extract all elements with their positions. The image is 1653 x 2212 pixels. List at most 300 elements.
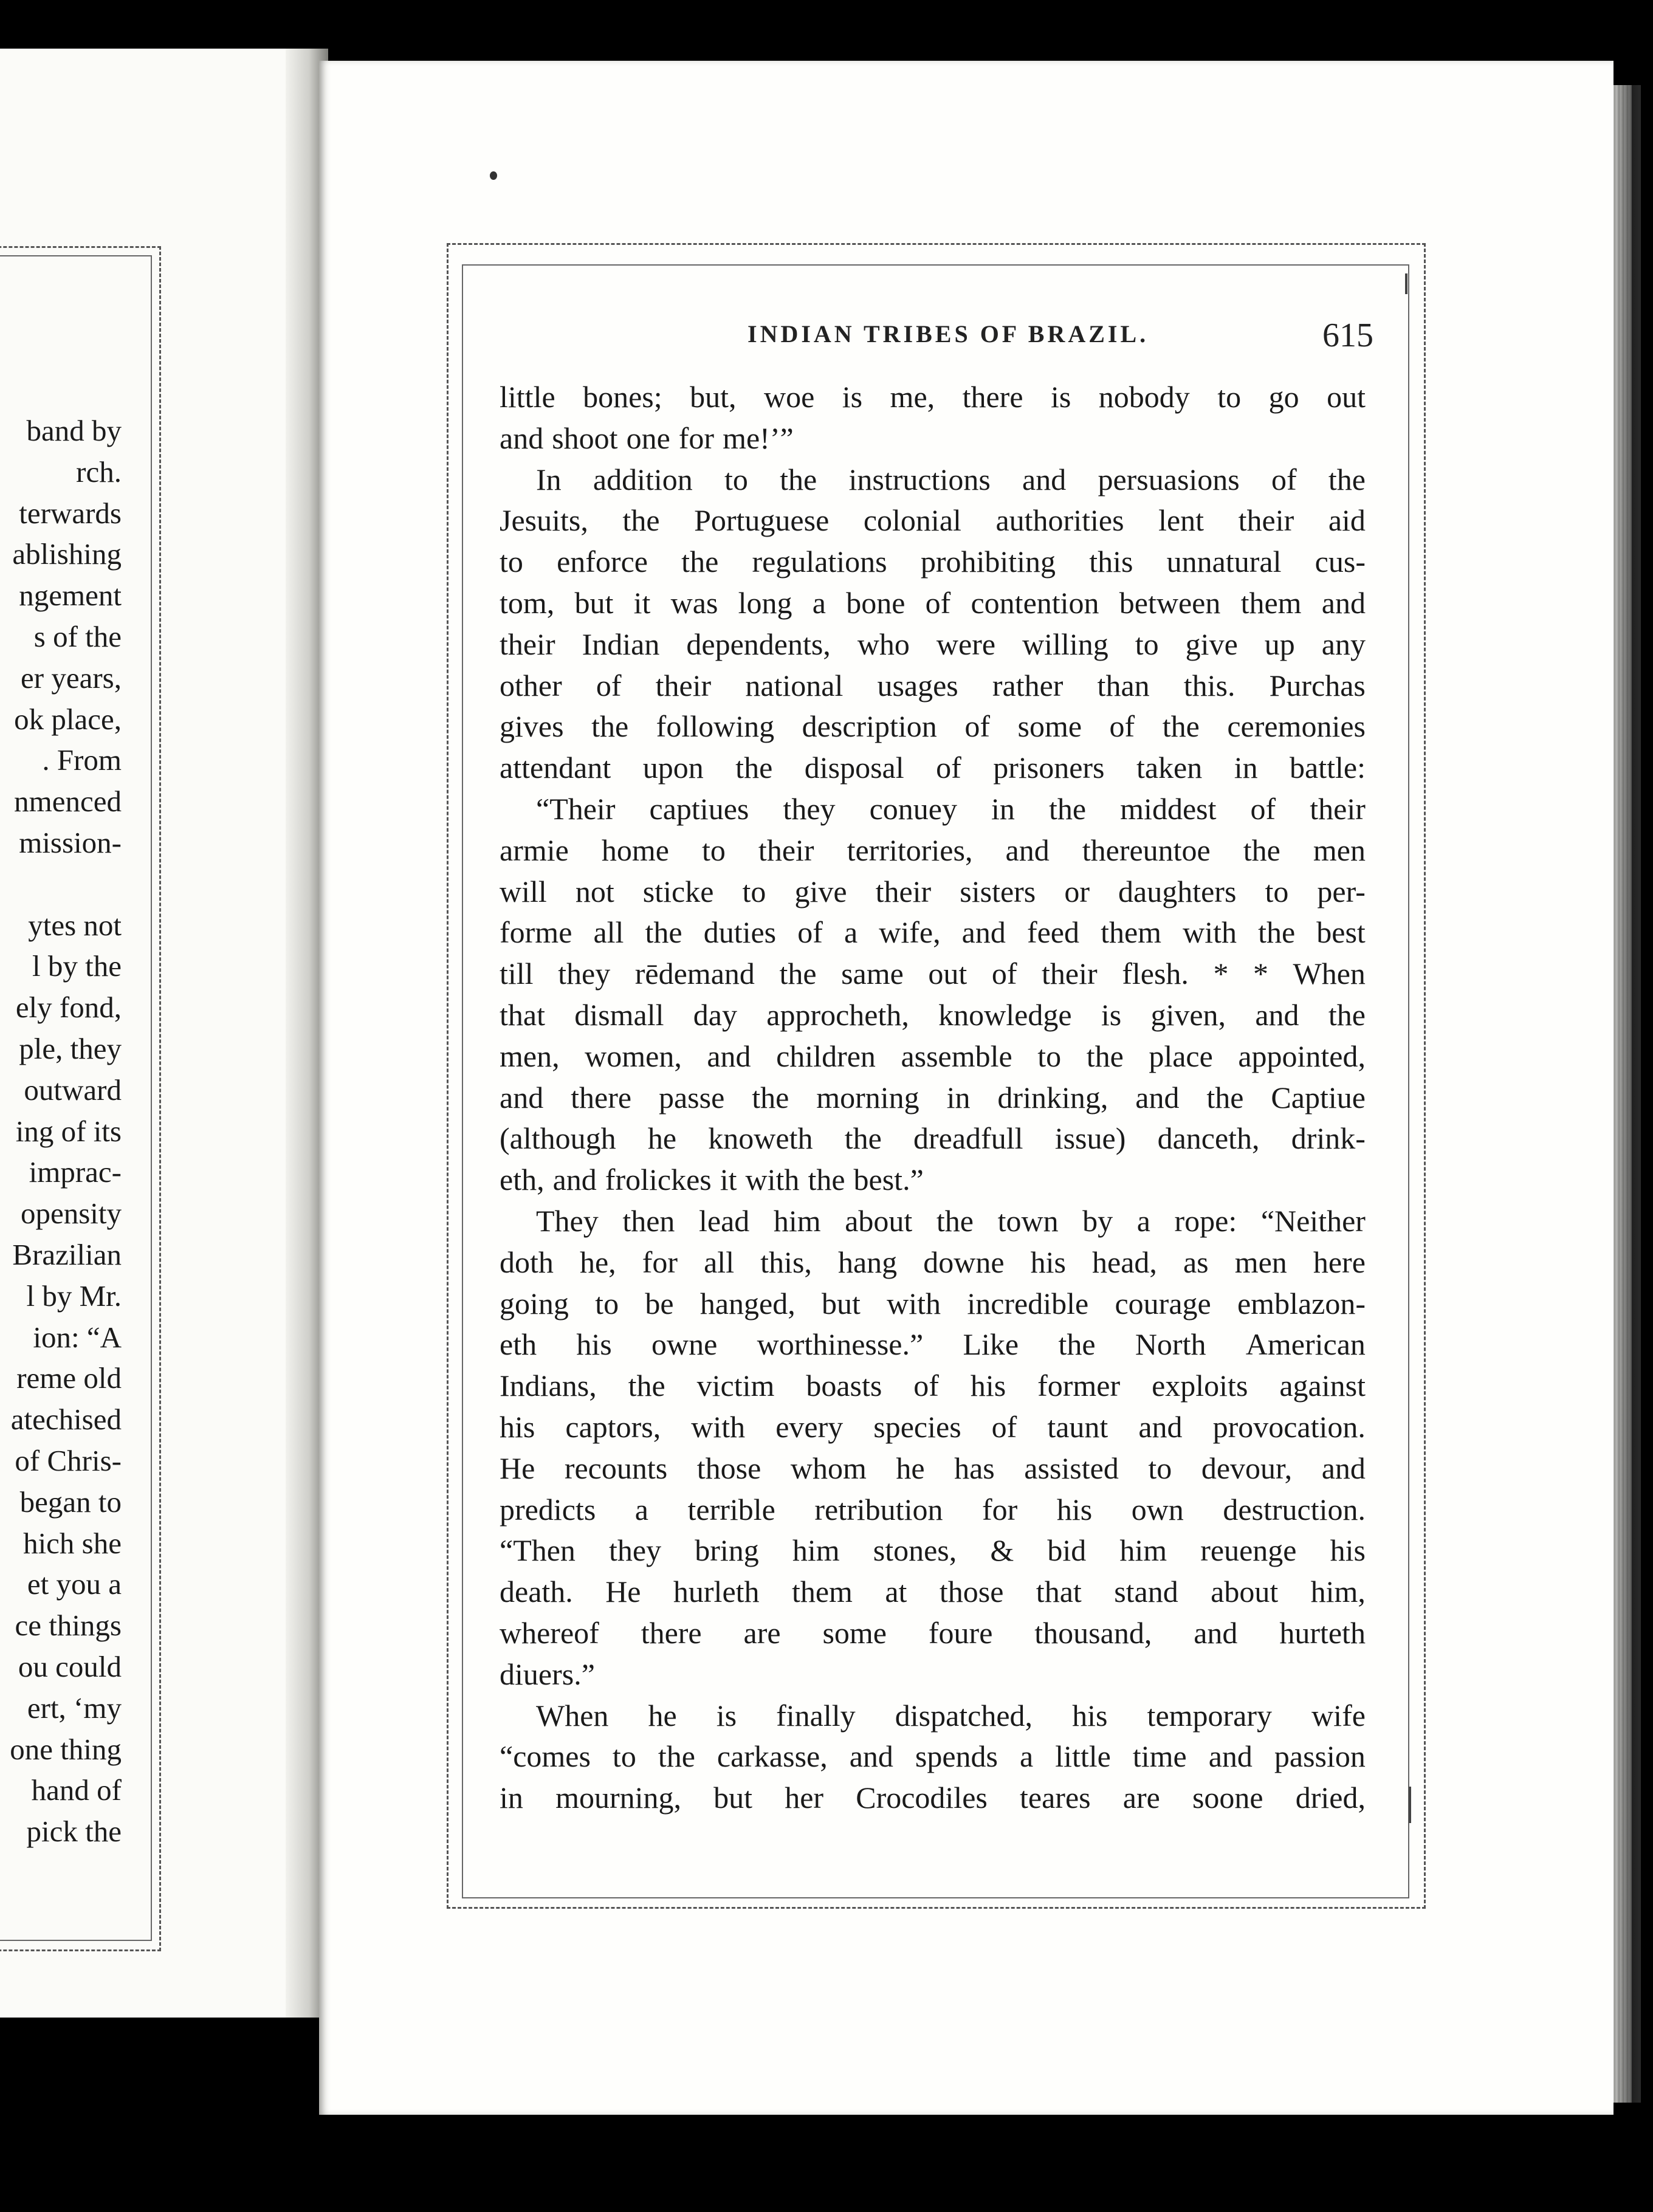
text-word: emblazon-: [1237, 1286, 1366, 1321]
text-word: home: [601, 833, 669, 867]
text-word: unnatural: [1166, 544, 1282, 579]
text-line: [500, 1736, 1366, 1777]
text-word: of: [925, 585, 951, 620]
text-line: [500, 1242, 1366, 1283]
text-word: “Their: [536, 791, 616, 826]
text-word: thousand,: [1034, 1615, 1152, 1650]
text-word: rope:: [1174, 1203, 1237, 1238]
text-word: stones,: [873, 1533, 957, 1568]
text-word: till: [500, 957, 534, 991]
text-word: He: [605, 1575, 641, 1609]
text-word: were: [936, 627, 996, 661]
text-word: assisted: [1024, 1451, 1119, 1485]
text-word: assemble: [901, 1039, 1012, 1073]
text-word: every: [775, 1409, 844, 1444]
previous-page-line: began to: [19, 1485, 122, 1519]
text-word: his: [970, 1369, 1006, 1403]
text-word: children: [776, 1039, 876, 1073]
text-word: they: [558, 957, 611, 991]
text-line: [500, 1695, 1366, 1737]
text-word: following: [656, 709, 775, 744]
text-word: as: [1183, 1245, 1209, 1279]
text-word: their: [1238, 503, 1294, 538]
text-line: [500, 1530, 1366, 1571]
text-word: there: [962, 380, 1023, 414]
previous-page-line: reme old: [16, 1361, 122, 1395]
text-word: this: [1089, 544, 1133, 579]
text-word: his: [1030, 1245, 1066, 1279]
text-word: to: [1135, 627, 1159, 661]
text-word: Purchas: [1269, 668, 1366, 702]
text-word: me,: [890, 380, 935, 414]
text-word: recounts: [564, 1451, 668, 1485]
text-word: are: [743, 1615, 781, 1650]
page-number: 615: [1322, 317, 1373, 354]
previous-page-line: l by the: [32, 949, 122, 983]
text-word: They: [536, 1203, 599, 1238]
text-line: [500, 500, 1366, 541]
text-word: stand: [1114, 1575, 1178, 1609]
text-word: carkasse,: [717, 1739, 828, 1774]
text-line: [500, 912, 1366, 953]
text-word: they: [609, 1533, 662, 1568]
previous-page-line: band by: [26, 414, 122, 447]
text-word: finally: [776, 1698, 856, 1733]
previous-page-line: hand of: [31, 1773, 122, 1807]
text-word: to: [1037, 1039, 1062, 1073]
text-word: but,: [690, 380, 737, 414]
text-word: drink-: [1291, 1121, 1366, 1156]
previous-page-line: ce things: [15, 1609, 122, 1643]
previous-page-line: et you a: [27, 1567, 122, 1601]
text-word: any: [1321, 627, 1366, 661]
text-word: the: [779, 957, 817, 991]
text-word: aid: [1328, 503, 1366, 538]
text-word: lead: [698, 1203, 750, 1238]
text-word: the: [936, 1203, 974, 1238]
text-word: teares: [1020, 1781, 1091, 1815]
text-word: men: [1313, 833, 1366, 867]
text-word: but: [821, 1286, 861, 1321]
text-word: the: [1206, 1080, 1244, 1115]
text-word: colonial: [863, 503, 961, 538]
previous-page-line: er years,: [21, 661, 122, 695]
text-word: worthinesse.”: [757, 1327, 924, 1362]
text-word: description: [802, 709, 937, 744]
text-word: day: [693, 997, 737, 1032]
text-word: doth: [500, 1245, 554, 1279]
text-word: predicts: [500, 1492, 596, 1527]
text-word: he,: [579, 1245, 616, 1279]
text-word: is: [842, 380, 863, 414]
previous-page-line: [0, 864, 122, 905]
text-word: per-: [1317, 874, 1366, 908]
text-word: Crocodiles: [856, 1781, 988, 1815]
text-word: attendant: [500, 750, 611, 785]
text-word: them: [1240, 585, 1302, 620]
text-line: [500, 1283, 1366, 1325]
text-word: the: [735, 750, 773, 785]
previous-page-line: opensity: [20, 1197, 122, 1231]
text-word: up: [1264, 627, 1295, 661]
text-word: that: [500, 997, 545, 1032]
text-word: foure: [928, 1615, 993, 1650]
text-word: devour,: [1201, 1451, 1293, 1485]
text-word: passe: [658, 1080, 725, 1115]
text-word: own: [1131, 1492, 1184, 1527]
text-word: flesh.: [1122, 957, 1189, 991]
text-word: the: [844, 1121, 882, 1156]
text-word: bone: [846, 585, 906, 620]
text-line: [500, 830, 1366, 871]
text-word: and: [1321, 585, 1366, 620]
text-line: [500, 541, 1366, 583]
text-word: (although: [500, 1121, 616, 1156]
text-word: knoweth: [708, 1121, 813, 1156]
text-line: [500, 624, 1366, 665]
text-word: passion: [1274, 1739, 1366, 1774]
text-word: “comes: [500, 1739, 591, 1774]
text-word: Captiue: [1271, 1080, 1366, 1115]
text-word: species: [873, 1409, 961, 1444]
text-word: of: [991, 1409, 1017, 1444]
text-word: diuers.”: [500, 1657, 595, 1691]
text-word: nobody: [1098, 380, 1190, 414]
text-word: their: [758, 833, 814, 867]
text-word: best: [1316, 915, 1366, 950]
previous-page-line: ely fond,: [15, 991, 122, 1025]
text-word: same: [841, 957, 904, 991]
text-word: he: [648, 1698, 677, 1733]
text-word: the: [628, 1369, 665, 1403]
text-word: dried,: [1295, 1781, 1366, 1815]
text-line: [500, 418, 1366, 459]
previous-page-line: ion: “A: [33, 1320, 122, 1354]
text-word: to: [701, 833, 726, 867]
text-word: him: [1119, 1533, 1167, 1568]
text-line: [500, 1448, 1366, 1489]
text-word: former: [1037, 1369, 1121, 1403]
text-word: When: [1293, 957, 1366, 991]
text-word: the: [658, 1739, 695, 1774]
text-word: territories,: [847, 833, 973, 867]
text-word: they: [783, 791, 836, 826]
text-word: his: [1056, 1492, 1093, 1527]
previous-page-line: mission-: [19, 825, 122, 859]
text-word: mourning,: [555, 1781, 681, 1815]
text-word: and: [500, 421, 544, 455]
text-word: duties: [703, 915, 777, 950]
text-word: with: [1183, 915, 1237, 950]
text-word: he: [896, 1451, 925, 1485]
text-word: eth,: [500, 1163, 545, 1197]
text-word: bones;: [583, 380, 662, 414]
running-head: [699, 316, 1373, 359]
text-word: to: [1148, 1451, 1172, 1485]
text-word: *: [1213, 957, 1229, 991]
text-word: disposal: [804, 750, 904, 785]
text-word: him,: [1310, 1575, 1366, 1609]
text-word: sticke: [642, 874, 714, 908]
text-word: the: [1243, 833, 1280, 867]
text-word: is: [1101, 997, 1122, 1032]
text-word: him: [773, 1203, 821, 1238]
previous-page-line: of Chris-: [15, 1443, 122, 1477]
text-word: a: [1136, 1203, 1150, 1238]
text-word: for: [678, 421, 715, 455]
text-word: then: [622, 1203, 675, 1238]
text-line: [500, 953, 1366, 995]
text-word: of: [1250, 791, 1276, 826]
text-word: them: [1101, 915, 1162, 950]
text-word: town: [997, 1203, 1059, 1238]
text-word: the: [1049, 791, 1087, 826]
text-word: upon: [642, 750, 704, 785]
text-line: [500, 789, 1366, 830]
text-word: against: [1279, 1369, 1366, 1403]
text-word: rather: [992, 668, 1064, 702]
previous-page-line: ablishing: [12, 537, 122, 571]
text-word: be: [645, 1286, 674, 1321]
frame-tick: [1409, 1787, 1411, 1823]
text-word: in: [500, 1781, 523, 1815]
text-word: hurteth: [1279, 1615, 1366, 1650]
text-word: knowledge: [938, 997, 1072, 1032]
text-word: regulations: [752, 544, 887, 579]
text-line: [500, 1489, 1366, 1531]
text-word: with: [745, 1163, 800, 1197]
text-word: in: [991, 791, 1015, 826]
text-word: of: [913, 1369, 939, 1403]
previous-page-line: ngement: [19, 579, 122, 613]
text-word: will: [500, 874, 547, 908]
text-word: there: [571, 1080, 632, 1115]
text-word: between: [1119, 585, 1221, 620]
text-word: persuasions: [1098, 462, 1240, 496]
ink-dot: [490, 171, 497, 180]
text-word: He: [500, 1451, 535, 1485]
text-word: Indian: [582, 627, 660, 661]
text-word: was: [670, 585, 718, 620]
previous-page-line: terwards: [19, 496, 122, 530]
text-word: In: [536, 462, 562, 496]
text-word: Indians,: [500, 1369, 597, 1403]
text-line: [500, 871, 1366, 913]
text-word: a: [1020, 1739, 1034, 1774]
text-word: morning: [816, 1080, 919, 1115]
text-word: authorities: [995, 503, 1124, 538]
text-word: battle:: [1290, 750, 1366, 785]
text-word: and: [707, 1039, 751, 1073]
text-line: [500, 1324, 1366, 1365]
text-word: North: [1135, 1327, 1206, 1362]
text-word: going: [500, 1286, 569, 1321]
text-word: of: [596, 668, 622, 702]
text-word: go: [1268, 380, 1299, 414]
text-word: taunt: [1047, 1409, 1108, 1444]
text-word: there: [641, 1615, 702, 1650]
text-word: shoot: [552, 421, 618, 455]
text-word: the: [1162, 709, 1200, 744]
text-word: their: [655, 668, 712, 702]
previous-page-line: Brazilian: [12, 1237, 122, 1271]
text-word: is: [1050, 380, 1071, 414]
text-word: wife,: [879, 915, 941, 950]
previous-page-line: nmenced: [14, 785, 122, 819]
text-word: contention: [971, 585, 1099, 620]
text-word: conuey: [869, 791, 957, 826]
text-word: Jesuits,: [500, 503, 588, 538]
text-word: wife: [1311, 1698, 1366, 1733]
text-word: terrible: [687, 1492, 775, 1527]
text-word: instructions: [848, 462, 991, 496]
previous-page-line: ytes not: [28, 908, 122, 942]
text-word: “Neither: [1260, 1203, 1366, 1238]
text-word: his: [500, 1409, 535, 1444]
text-word: rēdemand: [634, 957, 755, 991]
text-word: bring: [695, 1533, 759, 1568]
text-word: and: [1135, 1080, 1180, 1115]
text-word: national: [745, 668, 844, 702]
text-word: for: [642, 1245, 678, 1279]
text-word: are: [1122, 1781, 1160, 1815]
text-word: “Then: [500, 1533, 576, 1568]
text-word: temporary: [1147, 1698, 1273, 1733]
text-word: head,: [1092, 1245, 1157, 1279]
text-word: appointed,: [1238, 1039, 1366, 1073]
text-word: the: [591, 709, 629, 744]
text-word: the: [681, 544, 719, 579]
text-line: [500, 1159, 1366, 1201]
text-word: the: [808, 1163, 845, 1197]
text-word: one: [626, 421, 670, 455]
text-word: usages: [877, 668, 958, 702]
text-word: When: [536, 1698, 609, 1733]
text-word: of: [964, 709, 990, 744]
text-word: in: [946, 1080, 971, 1115]
text-line: [500, 1077, 1366, 1119]
text-word: me!’”: [723, 421, 794, 455]
text-word: dismall: [574, 997, 664, 1032]
text-word: some: [1017, 709, 1082, 744]
text-word: of: [991, 957, 1017, 991]
text-word: bid: [1047, 1533, 1087, 1568]
text-word: about: [845, 1203, 913, 1238]
text-line: [500, 995, 1366, 1036]
text-line: [500, 1365, 1366, 1407]
text-word: their: [875, 874, 932, 908]
text-word: to: [724, 462, 748, 496]
text-word: incredible: [967, 1286, 1089, 1321]
text-word: of: [1271, 462, 1297, 496]
text-word: a: [812, 585, 826, 620]
text-word: willing: [1022, 627, 1108, 661]
text-word: of: [797, 915, 823, 950]
text-line: [500, 1407, 1366, 1448]
text-word: place: [1149, 1039, 1213, 1073]
text-line: [500, 665, 1366, 707]
text-word: retribution: [814, 1492, 943, 1527]
text-word: cus-: [1314, 544, 1366, 579]
text-word: captiues: [649, 791, 749, 826]
text-word: a: [844, 915, 858, 950]
text-word: women,: [585, 1039, 682, 1073]
text-word: captors,: [565, 1409, 661, 1444]
text-word: the: [622, 503, 660, 538]
text-word: of: [936, 750, 961, 785]
text-word: and: [1208, 1739, 1253, 1774]
text-word: exploits: [1152, 1369, 1248, 1403]
text-word: and: [1022, 462, 1067, 496]
text-word: about: [1211, 1575, 1279, 1609]
previous-page-line: pick the: [26, 1815, 122, 1849]
previous-page: [0, 49, 328, 2018]
text-word: dispatched,: [895, 1698, 1033, 1733]
text-word: not: [575, 874, 614, 908]
text-word: feed: [1026, 915, 1079, 950]
text-word: men: [1234, 1245, 1287, 1279]
text-word: the: [645, 915, 682, 950]
text-word: a: [634, 1492, 648, 1527]
text-word: give: [794, 874, 847, 908]
text-word: sisters: [960, 874, 1036, 908]
text-word: and: [500, 1080, 544, 1115]
text-word: some: [822, 1615, 887, 1650]
text-word: to: [500, 544, 523, 579]
text-word: by: [1082, 1203, 1113, 1238]
text-word: their: [1310, 791, 1366, 826]
text-line: [500, 747, 1366, 789]
text-word: to: [742, 874, 766, 908]
text-word: gives: [500, 709, 564, 744]
text-word: other: [500, 668, 562, 702]
previous-page-line: hich she: [23, 1526, 122, 1560]
text-word: enforce: [557, 544, 648, 579]
text-word: *: [1253, 957, 1268, 991]
text-word: all: [593, 915, 624, 950]
text-word: at: [885, 1575, 907, 1609]
text-word: &: [990, 1533, 1014, 1568]
text-word: it: [633, 585, 651, 620]
text-word: than: [1097, 668, 1150, 702]
text-word: out: [928, 957, 967, 991]
text-word: those: [939, 1575, 1004, 1609]
text-word: addition: [593, 462, 693, 496]
text-word: men,: [500, 1039, 560, 1073]
text-word: armie: [500, 833, 569, 867]
text-word: and: [961, 915, 1006, 950]
previous-page-line: atechised: [10, 1403, 122, 1437]
text-word: to: [1265, 874, 1289, 908]
running-title: INDIAN TRIBES OF BRAZIL.: [747, 320, 1149, 348]
text-word: boasts: [806, 1369, 882, 1403]
text-word: little: [1055, 1739, 1111, 1774]
text-word: he: [647, 1121, 677, 1156]
text-word: long: [738, 585, 792, 620]
text-line: [500, 1613, 1366, 1654]
text-word: lent: [1158, 503, 1205, 538]
text-word: whereof: [500, 1615, 599, 1650]
text-line: [500, 1201, 1366, 1242]
text-word: and: [1005, 833, 1050, 867]
text-word: thereuntoe: [1082, 833, 1211, 867]
text-word: and: [849, 1739, 893, 1774]
text-word: and: [1194, 1615, 1238, 1650]
text-word: the: [1058, 1327, 1096, 1362]
text-word: spends: [915, 1739, 998, 1774]
text-word: little: [500, 380, 555, 414]
text-line: [500, 459, 1366, 501]
